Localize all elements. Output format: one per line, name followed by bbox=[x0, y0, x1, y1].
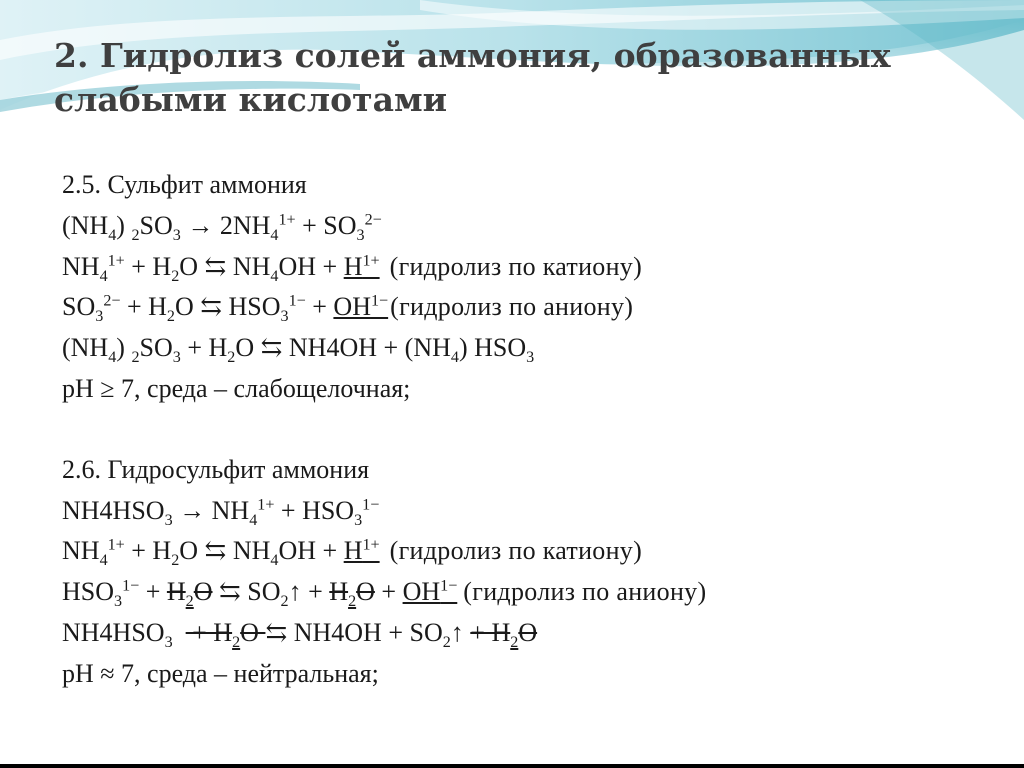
equation-2-6-anion-hydrolysis: $HSO_3^{1-} + H_2O$ ⇆ $SO_2↑ + H_2O + OH^{1-}$ (гидролиз по аниону) bbox=[62, 577, 707, 611]
section-2-6-conclusion: pH ≈ 7, среда – нейтральная; bbox=[62, 658, 379, 688]
section-2-5-conclusion: pH ≥ 7, среда – слабощелочная; bbox=[62, 373, 411, 403]
slide-body bbox=[62, 165, 962, 695]
equation-2-5-overall: $(NH_4) _2SO_3 + H_2O$ ⇆ $NH4OH + (NH_4)$ $HSO_3$ bbox=[62, 333, 535, 367]
equation-2-6-overall: $NH4HSO_3 + H_2O$ ⇆ $NH4OH + SO_2↑ + H_2O$ bbox=[62, 617, 538, 652]
equation-2-5-anion-hydrolysis: $SO_3^{2-} + H_2O$ ⇆ $HSO_3^{1-}$ + $OH^{1-}(гидролиз$ по аниону) bbox=[62, 292, 634, 326]
equation-2-6-cation-hydrolysis: $NH_4^{1+} + H_2O$ ⇆ $NH_4OH + H^{1+}$ (гидролиз по катиону) bbox=[62, 536, 643, 570]
section-2-5-heading: 2.5. Сульфит аммония bbox=[62, 170, 307, 199]
section-2-6-heading: 2.6. Гидросульфит аммония bbox=[62, 454, 370, 484]
equation-2-5-cation-hydrolysis: $NH_4^{1+} + H_2O$ ⇆ $NH_4OH + H^{1+}$ (гидролиз по катиону) bbox=[62, 251, 643, 285]
equation-2-6-dissociation: $NH4HSO_3 \to NH_4^{1+} + HSO_3^{1-}$ bbox=[62, 495, 380, 529]
bottom-border bbox=[0, 764, 1024, 768]
slide-title: 2. Гидролиз солей аммония, образованных слабыми кислотами bbox=[54, 36, 891, 119]
equation-2-5-dissociation: $(NH_4) _2SO_3 \to 2NH_4^{1+} + SO_3^{2-}$ bbox=[62, 210, 382, 244]
